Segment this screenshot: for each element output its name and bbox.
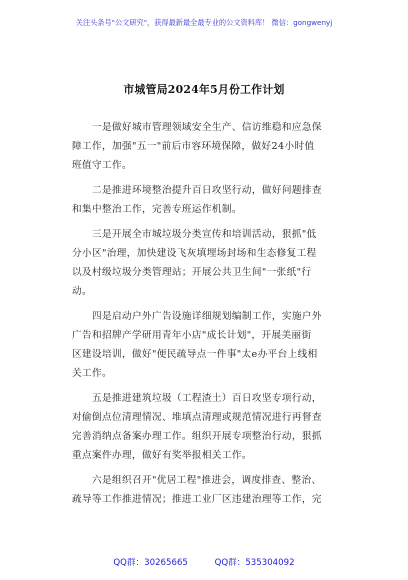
text-line: 对偷倒点位清理情况、堆填点清理或规范情况进行再督查: [72, 412, 322, 423]
text-line: 重点案件办理，做好有奖举报相关工作。: [72, 450, 252, 461]
text-line: 区建设培训，做好"便民疏导点一件事"太e办平台上线相: [72, 349, 318, 360]
document-title: 市城管局2024年5月份工作计划: [123, 83, 285, 96]
text-line: 分小区"治理，加快建设飞灰填埋场封场和生态修复工程: [72, 248, 317, 259]
text-line: 四是启动户外广告设施详细规划编制工作，实施户外: [72, 311, 322, 322]
footer-contact: [0, 556, 408, 568]
text-line: 三是开展全市城垃圾分类宣传和培训活动，狠抓"低: [72, 229, 317, 240]
text-line: 疏导等工作推进情况；推进工业厂区违建治理等工作，完: [72, 494, 322, 505]
text-line: 班值守工作。: [72, 160, 132, 171]
text-line: 完善消纳点备案办理工作。组织开展专项整治行动，狠抓: [72, 431, 322, 442]
text-line: 六是组织召开"优居工程"推进会，调度排查、整治、: [72, 475, 322, 486]
qq-group-2: QQ群：535304092: [214, 558, 295, 568]
text-line: 和集中整治工作，完善专班运作机制。: [72, 204, 242, 215]
header-banner: 关注头条号"公文研究"，获得最新最全最专业的公文资料库！ 微信：gongwenyj: [75, 18, 333, 27]
qq-group-1: QQ群：30265665: [113, 558, 188, 568]
text-line: 动。: [72, 286, 92, 297]
paragraph-6: [72, 471, 348, 509]
text-line: 一是做好城市管理领域安全生产、信访维稳和应急保: [72, 122, 322, 133]
text-line: 五是推进建筑垃圾（工程渣土）百日攻坚专项行动，: [72, 393, 322, 404]
paragraph-2: [72, 181, 348, 219]
text-line: 关工作。: [72, 368, 112, 379]
text-line: 以及村级垃圾分类管理站；开展公共卫生间"一张纸"行: [72, 267, 312, 278]
paragraph-5: [72, 389, 348, 465]
text-line: 障工作，加强"五一"前后市容环境保障，做好24小时值: [72, 141, 315, 152]
document-body: [72, 118, 348, 515]
paragraph-4: [72, 307, 348, 383]
paragraph-1: [72, 118, 348, 175]
text-line: 广告和招牌产学研用青年小店"成长计划"，开展美丽街: [72, 330, 312, 341]
text-line: 二是推进环境整治提升百日攻坚行动，做好问题排查: [72, 185, 322, 196]
paragraph-3: [72, 225, 348, 301]
